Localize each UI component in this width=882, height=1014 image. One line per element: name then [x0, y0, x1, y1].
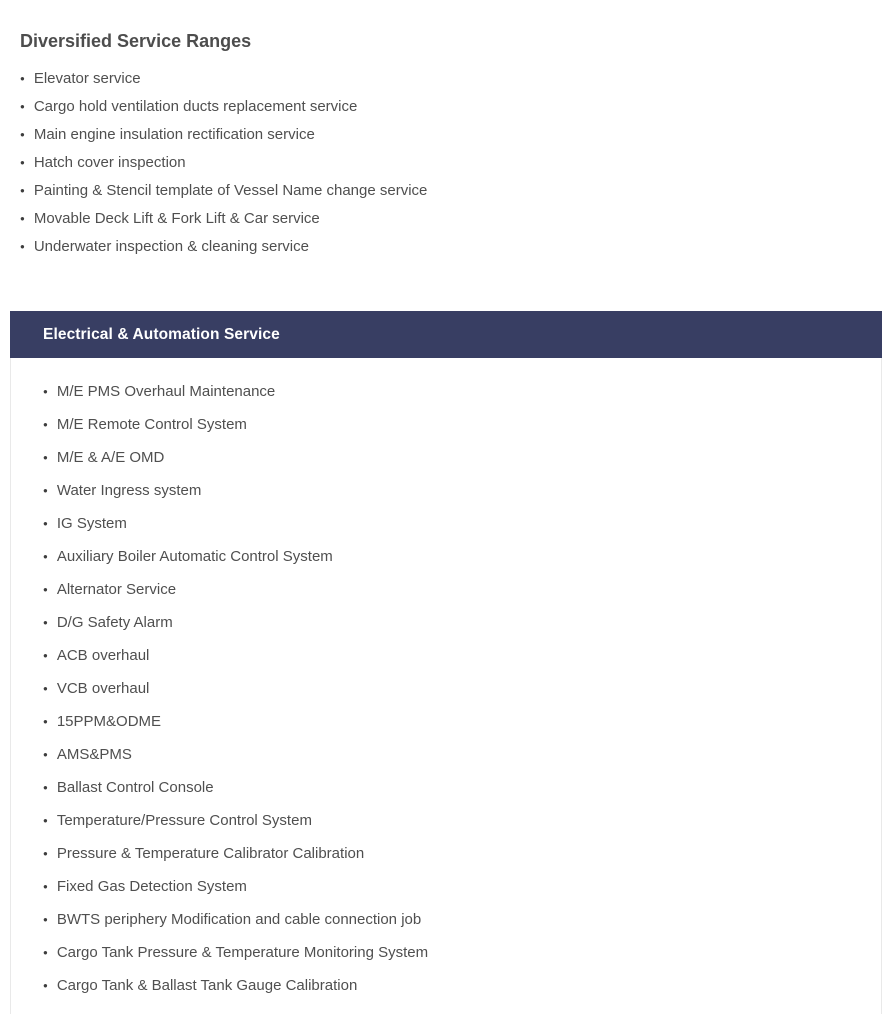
list-item — [43, 441, 881, 474]
bullet-icon: ● — [20, 157, 25, 167]
list-item-label: M/E & A/E OMD — [56, 449, 165, 466]
list-item-label: Painting & Stencil template of Vessel Name change service — [33, 181, 428, 199]
list-item-label: AMS&PMS — [56, 746, 132, 763]
list-item-label: Elevator service — [33, 69, 141, 87]
list-item — [20, 232, 882, 260]
list-item-label: Water Ingress system — [56, 482, 202, 499]
list-item — [43, 969, 881, 1002]
list-item — [43, 474, 881, 507]
bullet-icon: ● — [20, 73, 25, 83]
electrical-card-body — [10, 358, 882, 1014]
page — [0, 31, 882, 1014]
bullet-icon: ● — [43, 453, 48, 462]
list-item-label: Pressure & Temperature Calibrator Calibration — [56, 845, 365, 862]
list-item-label: Main engine insulation rectification service — [33, 125, 315, 143]
bullet-icon: ● — [43, 552, 48, 561]
list-item — [20, 120, 882, 148]
bullet-icon: ● — [43, 618, 48, 627]
list-item — [20, 148, 882, 176]
list-item — [43, 837, 881, 870]
list-item — [43, 738, 881, 771]
list-item-label: Alternator Service — [56, 581, 177, 598]
list-item-label: Fixed Gas Detection System — [56, 878, 247, 895]
list-item-label: Cargo hold ventilation ducts replacement service — [33, 97, 358, 115]
list-item-label: M/E Remote Control System — [56, 416, 247, 433]
list-item — [20, 204, 882, 232]
list-item-label: Cargo Tank & Ballast Tank Gauge Calibration — [56, 977, 358, 994]
bullet-icon: ● — [43, 585, 48, 594]
list-item — [43, 903, 881, 936]
list-item-label: Cargo Tank Pressure & Temperature Monitoring System — [56, 944, 429, 961]
list-item-label: ACB overhaul — [56, 647, 150, 664]
bullet-icon: ● — [43, 750, 48, 759]
bullet-icon: ● — [43, 948, 48, 957]
bullet-icon: ● — [43, 882, 48, 891]
list-item — [43, 606, 881, 639]
list-item — [43, 870, 881, 903]
list-item — [43, 771, 881, 804]
bullet-icon: ● — [43, 717, 48, 726]
bullet-icon: ● — [43, 915, 48, 924]
electrical-service-list — [43, 375, 881, 1002]
bullet-icon: ● — [43, 981, 48, 990]
list-item-label: Hatch cover inspection — [33, 153, 186, 171]
list-item-label: M/E PMS Overhaul Maintenance — [56, 383, 276, 400]
list-item — [43, 936, 881, 969]
bullet-icon: ● — [43, 849, 48, 858]
bullet-icon: ● — [20, 241, 25, 251]
list-item — [43, 672, 881, 705]
list-item — [20, 176, 882, 204]
bullet-icon: ● — [43, 684, 48, 693]
bullet-icon: ● — [20, 213, 25, 223]
list-item — [43, 507, 881, 540]
list-item — [43, 375, 881, 408]
list-item — [43, 639, 881, 672]
bullet-icon: ● — [20, 185, 25, 195]
bullet-icon: ● — [43, 651, 48, 660]
bullet-icon: ● — [43, 783, 48, 792]
bullet-icon: ● — [43, 816, 48, 825]
list-item-label: Auxiliary Boiler Automatic Control System — [56, 548, 333, 565]
bullet-icon: ● — [43, 486, 48, 495]
list-item — [20, 92, 882, 120]
list-item-label: Movable Deck Lift & Fork Lift & Car service — [33, 209, 320, 227]
list-item-label: Ballast Control Console — [56, 779, 214, 796]
bullet-icon: ● — [43, 420, 48, 429]
electrical-service-card — [10, 311, 882, 1014]
list-item — [43, 408, 881, 441]
bullet-icon: ● — [43, 387, 48, 396]
list-item — [43, 804, 881, 837]
diversified-section-title: Diversified Service Ranges — [20, 31, 252, 51]
electrical-section-header: Electrical & Automation Service — [10, 311, 882, 358]
list-item-label: Temperature/Pressure Control System — [56, 812, 312, 829]
list-item-label: BWTS periphery Modification and cable connection job — [56, 911, 422, 928]
list-item — [43, 540, 881, 573]
list-item-label: VCB overhaul — [56, 680, 150, 697]
list-item-label: 15PPM&ODME — [56, 713, 162, 730]
list-item-label: D/G Safety Alarm — [56, 614, 173, 631]
bullet-icon: ● — [20, 129, 25, 139]
list-item-label: Underwater inspection & cleaning service — [33, 237, 309, 255]
list-item — [20, 64, 882, 92]
bullet-icon: ● — [43, 519, 48, 528]
list-item — [43, 573, 881, 606]
bullet-icon: ● — [20, 101, 25, 111]
list-item — [43, 705, 881, 738]
list-item-label: IG System — [56, 515, 127, 532]
diversified-service-list — [20, 64, 882, 260]
